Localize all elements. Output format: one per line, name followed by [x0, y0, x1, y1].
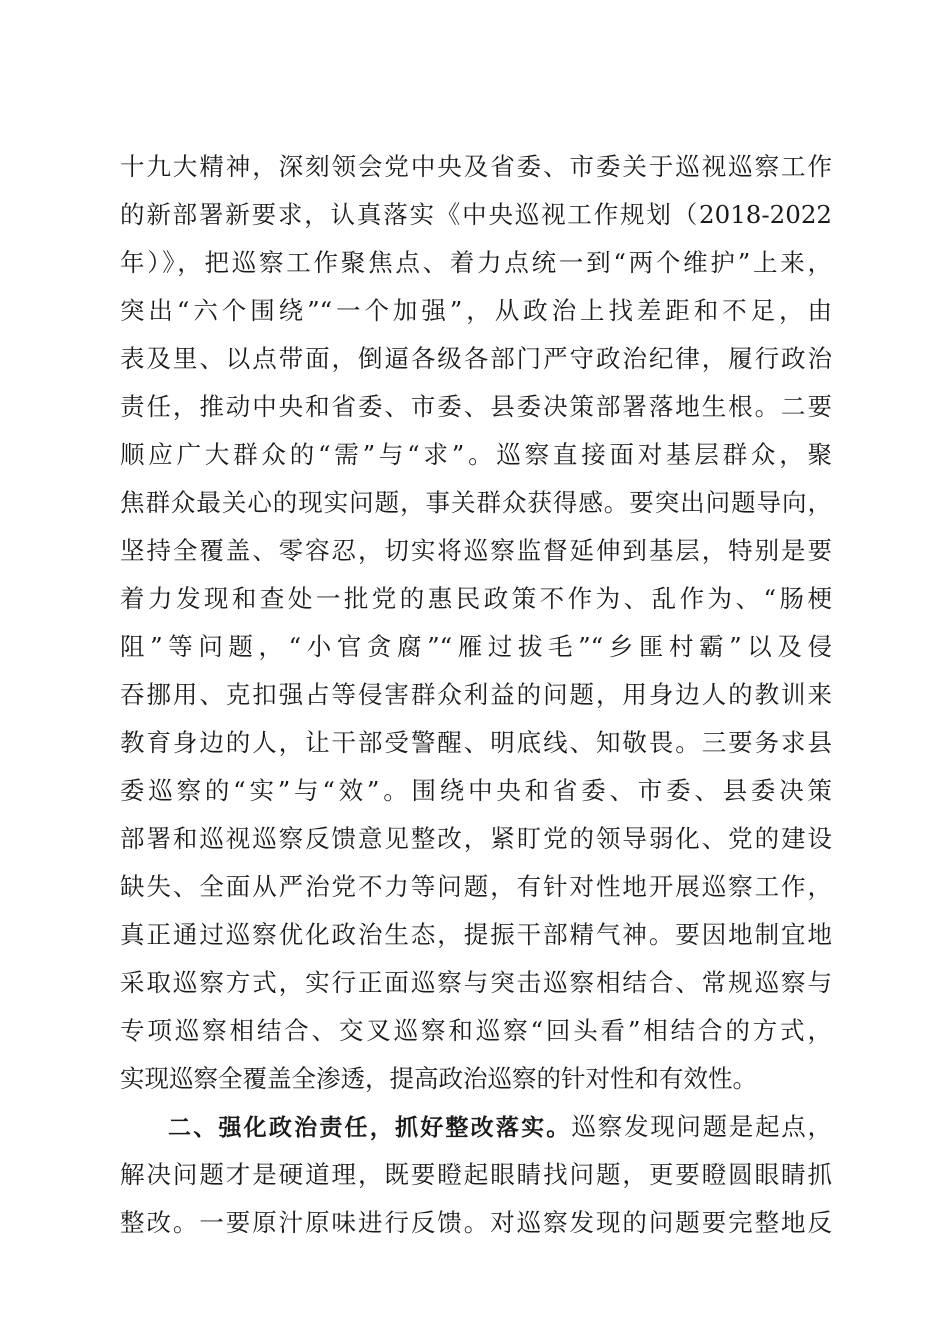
section-text: 巡察发现问题是起点，	[571, 1112, 833, 1141]
paragraph-line: 采取巡察方式，实行正面巡察与突击巡察相结合、常规巡察与	[120, 968, 832, 997]
paragraph-line: 整改。一要原汁原味进行反馈。对巡察发现的问题要完整地反	[120, 1208, 832, 1237]
section-heading-line	[168, 1107, 832, 1147]
paragraph-line: 吞挪用、克扣强占等侵害群众利益的问题，用身边人的教训来	[120, 680, 832, 709]
paragraph-line: 坚持全覆盖、零容忍，切实将巡察监督延伸到基层，特别是要	[120, 536, 832, 565]
paragraph-line: 阻”等问题，“小官贪腐”“雁过拔毛”“乡匪村霸”以及侵	[120, 632, 832, 661]
paragraph-line: 年）》，把巡察工作聚焦点、着力点统一到“两个维护”上来，	[120, 248, 832, 277]
paragraph-line: 委巡察的“实”与“效”。围绕中央和省委、市委、县委决策	[120, 776, 832, 805]
paragraph-line: 表及里、以点带面，倒逼各级各部门严守政治纪律，履行政治	[120, 344, 832, 373]
paragraph-line: 缺失、全面从严治党不力等问题，有针对性地开展巡察工作，	[120, 872, 832, 901]
paragraph-line: 真正通过巡察优化政治生态，提振干部精气神。要因地制宜地	[120, 920, 832, 949]
paragraph-line: 责任，推动中央和省委、市委、县委决策部署落地生根。二要	[120, 392, 832, 421]
paragraph-line: 部署和巡视巡察反馈意见整改，紧盯党的领导弱化、党的建设	[120, 824, 832, 853]
paragraph-line: 的新部署新要求，认真落实《中央巡视工作规划（2018-2022	[120, 200, 832, 229]
paragraph-line: 顺应广大群众的“需”与“求”。巡察直接面对基层群众，聚	[120, 440, 832, 469]
paragraph-line: 专项巡察相结合、交叉巡察和巡察“回头看”相结合的方式，	[120, 1016, 832, 1045]
paragraph-line: 实现巡察全覆盖全渗透，提高政治巡察的针对性和有效性。	[120, 1064, 757, 1093]
paragraph-line: 教育身边的人，让干部受警醒、明底线、知敬畏。三要务求县	[120, 728, 832, 757]
paragraph-line: 十九大精神，深刻领会党中央及省委、市委关于巡视巡察工作	[120, 152, 832, 181]
paragraph-line: 解决问题才是硬道理，既要瞪起眼睛找问题，更要瞪圆眼睛抓	[120, 1160, 832, 1189]
paragraph-line: 突出“六个围绕”“一个加强”，从政治上找差距和不足，由	[120, 296, 832, 325]
paragraph-line: 着力发现和查处一批党的惠民政策不作为、乱作为、“肠梗	[120, 584, 832, 613]
section-heading: 二、强化政治责任，抓好整改落实。	[168, 1115, 572, 1141]
paragraph-line: 焦群众最关心的现实问题，事关群众获得感。要突出问题导向，	[120, 488, 832, 517]
